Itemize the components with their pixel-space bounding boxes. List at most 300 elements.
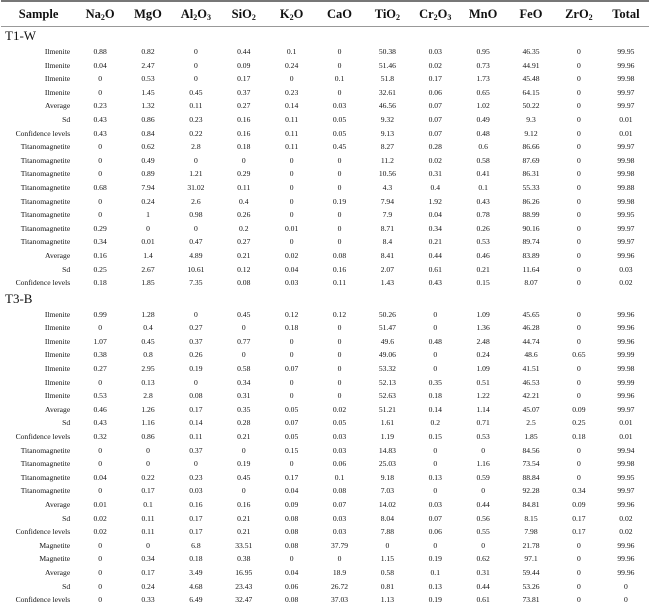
header-tail: O [293, 6, 304, 21]
table-row [1, 208, 649, 222]
cell-value: 0.22 [141, 472, 155, 482]
cell-value: 10.56 [378, 169, 396, 179]
cell-value: 8.15 [524, 513, 538, 523]
cell-value: 0.18 [284, 323, 299, 333]
cell-value: 0.04 [428, 210, 442, 220]
cell-value: 0 [146, 223, 150, 233]
cell-value: 0.73 [476, 60, 490, 70]
table-row [1, 335, 649, 349]
cell-value: 99.97 [617, 486, 635, 496]
cell-value: 0.48 [428, 336, 442, 346]
cell-value: 45.65 [522, 309, 540, 319]
cell-value: 99.95 [617, 47, 635, 56]
cell-value: 52.13 [378, 377, 396, 387]
cell-value: 0.17 [189, 527, 203, 537]
cell-value: 0.22 [189, 128, 203, 138]
cell-value: 0 [193, 60, 198, 70]
cell-value: 86.31 [522, 169, 540, 179]
cell-value: 0 [433, 323, 438, 333]
row-label: Confidence levels [15, 432, 71, 442]
table-row [1, 59, 649, 73]
cell-value: 0 [146, 540, 150, 550]
cell-value: 99.88 [617, 182, 635, 192]
cell-value: 2.07 [380, 264, 395, 274]
cell-value: 0.24 [141, 581, 155, 591]
cell-value: 1.09 [476, 364, 490, 374]
header-subscript: 2 [396, 12, 401, 22]
cell-value: 1 [146, 210, 150, 220]
cell-value: 1.16 [476, 459, 490, 469]
table-row [1, 566, 649, 580]
cell-value: 0 [576, 264, 581, 274]
row-label: Confidence levels [15, 527, 71, 537]
table-row [1, 593, 649, 607]
cell-value: 0.19 [189, 364, 203, 374]
cell-value: 0.8 [143, 350, 153, 360]
cell-value: 0.41 [476, 169, 490, 179]
cell-value: 0 [98, 581, 103, 591]
table-row [1, 45, 649, 59]
cell-value: 0.05 [284, 432, 299, 442]
cell-value: 0 [193, 309, 198, 319]
table-row [1, 140, 649, 154]
cell-value: 0.31 [428, 169, 442, 179]
cell-value: 0 [576, 278, 581, 288]
cell-value: 1.15 [380, 554, 395, 564]
cell-value: 99.97 [617, 223, 635, 233]
cell-value: 0.04 [93, 60, 107, 70]
cell-value: 0.04 [284, 486, 299, 496]
header-subscript: 3 [206, 12, 211, 22]
cell-value: 1.16 [141, 418, 155, 428]
cell-value: 0.16 [237, 500, 251, 509]
row-label: Titanomagnetite [20, 486, 71, 496]
cell-value: 8.27 [380, 142, 395, 152]
cell-value: 0.03 [332, 513, 347, 523]
cell-value: 0 [337, 223, 342, 233]
cell-value: 1.14 [476, 404, 490, 414]
cell-value: 0 [576, 391, 581, 401]
cell-value: 31.02 [187, 182, 205, 192]
cell-value: 0.08 [284, 595, 299, 605]
row-label: Ilmenite [44, 309, 71, 319]
cell-value: 86.66 [522, 142, 540, 152]
cell-value: 0.03 [332, 101, 347, 111]
cell-value: 88.99 [522, 210, 540, 220]
cell-value: 0.03 [332, 527, 347, 537]
cell-value: 0 [337, 182, 342, 192]
cell-value: 0.99 [93, 309, 107, 319]
cell-value: 46.35 [522, 47, 540, 56]
row-label: Ilmenite [44, 87, 71, 97]
cell-value: 0.03 [619, 264, 633, 274]
cell-value: 99.98 [617, 459, 635, 469]
header-tail: O [104, 6, 115, 21]
cell-value: 0 [576, 155, 581, 165]
cell-value: 0 [576, 47, 581, 56]
cell-value: 0 [241, 323, 246, 333]
cell-value: 0 [481, 486, 486, 496]
row-label: Average [45, 567, 71, 577]
cell-value: 45.07 [522, 404, 540, 414]
table-row [1, 113, 649, 127]
row-label: Confidence levels [15, 278, 71, 288]
cell-value: 21.78 [522, 540, 540, 550]
cell-value: 0 [576, 309, 581, 319]
cell-value: 0.37 [189, 445, 203, 455]
cell-value: 99.98 [617, 196, 635, 206]
cell-value: 0 [337, 323, 342, 333]
cell-value: 99.96 [617, 60, 635, 70]
row-label: Magnetite [39, 540, 71, 550]
row-label: Ilmenite [44, 74, 71, 84]
cell-value: 0 [193, 377, 198, 387]
cell-value: 0 [241, 155, 246, 165]
cell-value: 0.21 [237, 527, 251, 537]
cell-value: 0.01 [93, 500, 107, 509]
cell-value: 0.17 [189, 404, 203, 414]
cell-value: 0.32 [93, 432, 107, 442]
cell-value: 0.34 [141, 554, 155, 564]
cell-value: 1.21 [189, 169, 203, 179]
cell-value: 8.4 [382, 237, 393, 247]
cell-value: 1.26 [141, 404, 155, 414]
cell-value: 0.02 [428, 60, 442, 70]
header-text: MnO [468, 6, 498, 21]
row-label: Sd [62, 581, 71, 591]
cell-value: 0 [98, 540, 103, 550]
cell-value: 7.9 [382, 210, 393, 220]
table-row [1, 552, 649, 566]
cell-value: 1.07 [93, 336, 107, 346]
cell-value: 0.59 [476, 472, 490, 482]
cell-value: 0.12 [284, 309, 299, 319]
cell-value: 0.38 [93, 350, 107, 360]
cell-value: 0.44 [476, 500, 490, 509]
cell-value: 0 [337, 364, 342, 374]
cell-value: 46.28 [522, 323, 540, 333]
table-row [1, 154, 649, 168]
cell-value: 99.96 [617, 336, 635, 346]
cell-value: 0.65 [572, 350, 586, 360]
table-row [1, 389, 649, 403]
cell-value: 1.61 [380, 418, 395, 428]
cell-value: 0 [98, 155, 103, 165]
cell-value: 0.19 [428, 595, 442, 605]
cell-value: 0 [576, 60, 581, 70]
cell-value: 0 [576, 142, 581, 152]
row-label: Ilmenite [44, 350, 71, 360]
cell-value: 55.33 [522, 182, 540, 192]
cell-value: 86.26 [522, 196, 540, 206]
table-body [1, 27, 649, 607]
cell-value: 0 [193, 459, 198, 469]
cell-value: 0.34 [428, 223, 442, 233]
cell-value: 0.06 [284, 581, 299, 591]
row-label: Magnetite [39, 554, 71, 564]
cell-value: 44.74 [522, 336, 540, 346]
cell-value: 0 [433, 350, 438, 360]
cell-value: 0.07 [428, 114, 442, 124]
cell-value: 0 [337, 377, 342, 387]
cell-value: 14.02 [378, 500, 396, 509]
cell-value: 0.13 [141, 377, 155, 387]
column-header-mno [459, 1, 507, 27]
header-tail: $O_3$ [437, 6, 452, 22]
cell-value: 1.28 [141, 309, 155, 319]
cell-value: 0.02 [619, 527, 633, 537]
cell-value: 0 [289, 74, 294, 84]
cell-value: 0 [289, 182, 294, 192]
row-label: Confidence levels [15, 128, 71, 138]
cell-value: 1.43 [380, 278, 395, 288]
cell-value: 51.46 [378, 60, 396, 70]
cell-value: 0 [98, 445, 103, 455]
cell-value: 99.96 [617, 250, 635, 260]
row-label: Titanomagnetite [20, 445, 71, 455]
cell-value: 0.18 [428, 391, 442, 401]
cell-value: 0.29 [93, 223, 107, 233]
cell-value: 0.11 [285, 128, 299, 138]
cell-value: 0.62 [141, 142, 155, 152]
cell-value: 0.43 [93, 418, 107, 428]
cell-value: 0.17 [237, 74, 251, 84]
cell-value: 0.95 [476, 47, 490, 56]
cell-value: 26.72 [330, 581, 349, 591]
cell-value: 0.09 [284, 500, 299, 509]
cell-value: 0 [98, 377, 103, 387]
cell-value: 0.07 [284, 364, 299, 374]
cell-value: 2.6 [191, 196, 201, 206]
cell-value: 2.5 [526, 418, 536, 428]
header-subscript: 2 [193, 12, 198, 22]
cell-value: 0.11 [285, 142, 299, 152]
cell-value: 33.51 [235, 540, 253, 550]
cell-value: 0.16 [237, 128, 251, 138]
cell-value: 0.08 [284, 527, 299, 537]
cell-value: 7.88 [380, 527, 395, 537]
table-row [1, 430, 649, 444]
cell-value: 0.35 [237, 404, 251, 414]
cell-value: 0 [146, 459, 150, 469]
row-label: Ilmenite [44, 391, 71, 401]
cell-value: 1.22 [476, 391, 490, 401]
column-header-sio2 [220, 1, 268, 27]
cell-value: 0.31 [237, 391, 251, 401]
cell-value: 9.32 [380, 114, 395, 124]
header-text: ZrO [565, 6, 589, 21]
cell-value: 0.27 [189, 323, 203, 333]
cell-value: 0.53 [476, 432, 490, 442]
cell-value: 92.28 [522, 486, 540, 496]
cell-value: 0 [576, 445, 581, 455]
cell-value: 0.05 [332, 418, 347, 428]
cell-value: 0.4 [239, 196, 249, 206]
group-heading-row [1, 27, 649, 46]
column-header-al2o3 [172, 1, 220, 27]
cell-value: 0.16 [237, 114, 251, 124]
cell-value: 99.96 [617, 391, 635, 401]
cell-value: 99.97 [617, 237, 635, 247]
table-row [1, 235, 649, 249]
cell-value: 1.13 [380, 595, 395, 605]
cell-value: 0.14 [284, 101, 299, 111]
cell-value: 0.28 [237, 418, 251, 428]
cell-value: 0.09 [237, 60, 251, 70]
cell-value: 0.2 [239, 223, 249, 233]
cell-value: 99.96 [617, 500, 635, 509]
table-row [1, 484, 649, 498]
row-label: Sd [62, 513, 71, 523]
cell-value: 0.11 [332, 278, 346, 288]
table-row [1, 249, 649, 263]
table-row [1, 99, 649, 113]
cell-value: 0.35 [428, 377, 442, 387]
cell-value: 0 [337, 47, 342, 56]
cell-value: 50.22 [522, 101, 540, 111]
cell-value: 6.49 [189, 595, 203, 605]
cell-value: 0.18 [93, 278, 107, 288]
cell-value: 0 [576, 196, 581, 206]
cell-value: 0.27 [93, 364, 107, 374]
cell-value: 1.19 [380, 432, 395, 442]
cell-value: 0 [337, 237, 342, 247]
cell-value: 46.53 [522, 377, 540, 387]
table-row [1, 276, 649, 290]
table-row [1, 457, 649, 471]
header-text: K [279, 6, 290, 21]
cell-value: 0.49 [476, 114, 490, 124]
cell-value: 0.11 [285, 114, 299, 124]
cell-value: 0 [289, 377, 294, 387]
cell-value: 0 [576, 237, 581, 247]
cell-value: 0.08 [332, 250, 347, 260]
cell-value: 0.17 [428, 74, 442, 84]
cell-value: 0.17 [284, 472, 299, 482]
cell-value: 0.02 [284, 250, 299, 260]
cell-value: 2.95 [141, 364, 155, 374]
cell-value: 0.26 [237, 210, 251, 220]
cell-value: 0 [98, 486, 103, 496]
cell-value: 52.63 [378, 391, 396, 401]
group-heading: T1-W [5, 28, 37, 43]
row-label: Titanomagnetite [20, 472, 71, 482]
header-subscript: 2 [588, 12, 593, 22]
cell-value: 11.2 [380, 155, 394, 165]
cell-value: 0.43 [476, 196, 490, 206]
header-subscript: 3 [447, 12, 452, 22]
table-row [1, 471, 649, 485]
cell-value: 0.01 [284, 223, 299, 233]
cell-value: 0.48 [476, 128, 490, 138]
cell-value: 48.6 [524, 350, 538, 360]
cell-value: 42.21 [522, 391, 540, 401]
cell-value: 0 [433, 309, 438, 319]
cell-value: 99.96 [617, 323, 635, 333]
cell-value: 0.08 [189, 391, 203, 401]
cell-value: 1.32 [141, 101, 155, 111]
cell-value: 99.97 [617, 87, 635, 97]
cell-value: 0.21 [428, 237, 442, 247]
oxide-composition-table [1, 0, 649, 607]
cell-value: 9.13 [380, 128, 395, 138]
cell-value: 1.02 [476, 101, 490, 111]
cell-value: 0.02 [332, 404, 347, 414]
header-text: FeO [519, 6, 543, 21]
cell-value: 0.18 [189, 554, 203, 564]
cell-value: 0.12 [237, 264, 251, 274]
cell-value: 0.28 [428, 142, 442, 152]
cell-value: 0 [241, 486, 246, 496]
cell-value: 0 [289, 237, 294, 247]
cell-value: 0 [576, 595, 581, 605]
cell-value: 0.45 [237, 472, 251, 482]
cell-value: 0.88 [93, 47, 107, 56]
group-heading-row [1, 290, 649, 308]
header-text: Total [612, 6, 640, 21]
cell-value: 0.19 [428, 554, 442, 564]
header-subscript: 2 [100, 12, 105, 22]
cell-value: 7.35 [189, 278, 203, 288]
cell-value: 0 [576, 323, 581, 333]
cell-value: 99.96 [617, 567, 635, 577]
table-row [1, 127, 649, 141]
cell-value: 0.15 [284, 445, 299, 455]
cell-value: 0.11 [189, 432, 203, 442]
cell-value: 0.04 [93, 472, 107, 482]
row-label: Ilmenite [44, 323, 71, 333]
cell-value: 0 [289, 196, 294, 206]
cell-value: 0 [146, 445, 150, 455]
cell-value: 9.3 [526, 114, 536, 124]
cell-value: 0.08 [332, 486, 347, 496]
cell-value: 0.21 [237, 513, 251, 523]
cell-value: 7.98 [524, 527, 538, 537]
cell-value: 0.47 [189, 237, 203, 247]
cell-value: 0.01 [619, 418, 633, 428]
table-row [1, 444, 649, 458]
cell-value: 0 [576, 472, 581, 482]
header-text: SiO [231, 6, 252, 21]
cell-value: 0.07 [428, 513, 442, 523]
cell-value: 2.48 [476, 336, 490, 346]
cell-value: 0.34 [572, 486, 586, 496]
cell-value: 0 [576, 223, 581, 233]
table-row [1, 348, 649, 362]
cell-value: 4.68 [189, 581, 203, 591]
table-row [1, 72, 649, 86]
row-label: Titanomagnetite [20, 169, 71, 179]
cell-value: 0 [385, 540, 390, 550]
row-label: Titanomagnetite [20, 155, 71, 165]
header-subscript: 2 [433, 12, 438, 22]
cell-value: 0 [98, 459, 103, 469]
cell-value: 0.51 [476, 377, 490, 387]
cell-value: 0.25 [93, 264, 107, 274]
cell-value: 0 [241, 445, 246, 455]
table-row [1, 362, 649, 376]
cell-value: 99.96 [617, 540, 635, 550]
cell-value: 0 [241, 350, 246, 360]
cell-value: 99.98 [617, 364, 635, 374]
cell-value: 84.56 [522, 445, 540, 455]
table-row [1, 86, 649, 100]
row-label: Sd [62, 264, 71, 274]
cell-value: 0.05 [332, 128, 347, 138]
cell-value: 0.38 [237, 554, 251, 564]
row-label: Average [45, 500, 71, 509]
cell-value: 0.02 [93, 513, 107, 523]
